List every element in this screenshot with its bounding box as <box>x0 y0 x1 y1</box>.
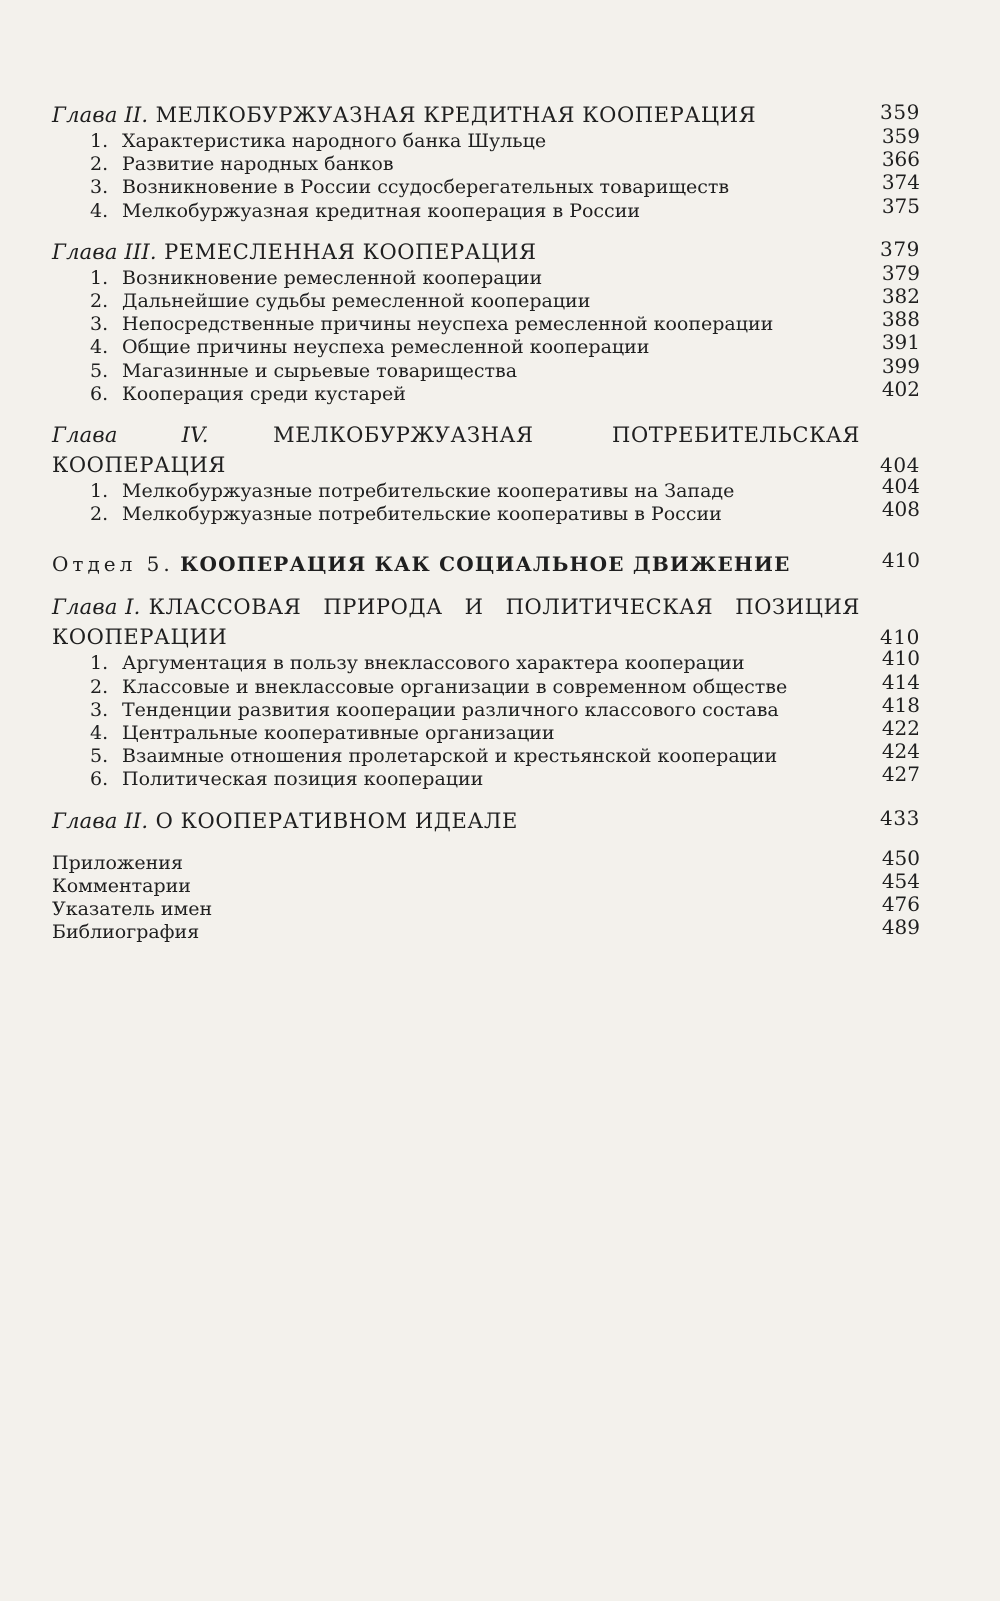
chapter-label: Глава II. <box>52 103 149 127</box>
toc-appendix <box>52 868 920 898</box>
section-title: Политическая позиция кооперации <box>122 768 484 791</box>
toc-section <box>52 330 920 359</box>
toc-section <box>52 646 920 675</box>
section-number: 3. <box>90 176 109 199</box>
section-title: Развитие народных банков <box>122 153 394 176</box>
section-number: 2. <box>90 503 109 526</box>
page-number: 410 <box>881 548 920 573</box>
section-number: 4. <box>90 722 109 745</box>
chapter-title: МЕЛКОБУРЖУАЗНАЯ ПОТРЕБИТЕЛЬСКАЯ КООПЕРАЦИЯ <box>52 423 860 478</box>
chapter-label: Глава II. <box>52 808 149 833</box>
page-number: 391 <box>881 330 920 355</box>
page-number: 476 <box>881 891 920 916</box>
chapter-title: РЕМЕСЛЕННАЯ КООПЕРАЦИЯ <box>164 239 537 264</box>
page-number: 418 <box>881 692 920 717</box>
section-title: Дальнейшие судьбы ремесленной кооперации <box>122 290 591 313</box>
section-number: 2. <box>90 675 109 698</box>
page-number: 410 <box>880 625 920 650</box>
page-number: 399 <box>881 353 920 378</box>
chapter-label: Глава IV. <box>52 423 209 448</box>
toc-appendix <box>52 845 920 875</box>
section-title: Тенденции развития кооперации различного классового состава <box>122 698 779 721</box>
toc-chapter <box>52 100 920 130</box>
section-title: Возникновение в России ссудосберегательных товариществ <box>122 176 730 199</box>
toc-section <box>52 193 920 223</box>
appendix-title: Библиография <box>52 920 200 943</box>
chapter-title: МЕЛКОБУРЖУАЗНАЯ КРЕДИТНАЯ КООПЕРАЦИЯ <box>155 103 757 127</box>
section-number: 5. <box>90 745 109 768</box>
page-number: 404 <box>881 474 920 499</box>
page-number: 408 <box>881 497 920 522</box>
page-number: 450 <box>881 845 920 870</box>
page-number: 379 <box>881 260 920 285</box>
toc-chapter <box>52 237 920 267</box>
section-number: 3. <box>90 698 109 721</box>
toc-section <box>52 307 920 336</box>
page-number: 359 <box>880 100 920 124</box>
page-number: 379 <box>880 236 920 261</box>
toc-section <box>52 260 920 290</box>
section-title: Возникновение ремесленной кооперации <box>122 266 543 289</box>
toc-appendix <box>52 914 920 944</box>
toc-section <box>52 124 920 153</box>
section-number: 3. <box>90 313 109 336</box>
section-title: Центральные кооперативные организации <box>122 722 555 745</box>
section-title: Классовые и внеклассовые организации в современном обществе <box>122 675 788 698</box>
toc-section <box>52 147 920 176</box>
section-title: Мелкобуржуазные потребительские кооперативы на Западе <box>122 480 735 503</box>
page-number: 375 <box>881 193 920 218</box>
section-title: Характеристика народного банка Шульце <box>122 130 547 152</box>
section-number: 4. <box>90 199 109 222</box>
toc-section <box>52 762 920 791</box>
toc-section <box>52 497 920 526</box>
chapter-title: О КООПЕРАТИВНОМ ИДЕАЛЕ <box>155 808 518 833</box>
section-title: Мелкобуржуазные потребительские кооперативы в России <box>122 503 722 526</box>
toc-section <box>52 669 920 699</box>
page-number: 366 <box>881 147 920 172</box>
toc-section <box>52 284 920 313</box>
page-number: 414 <box>881 669 920 694</box>
section-title: Взаимные отношения пролетарской и крестьянской кооперации <box>122 745 778 768</box>
page-number: 402 <box>881 376 920 401</box>
page-number: 410 <box>881 646 920 671</box>
page-number: 427 <box>881 762 920 787</box>
department-label: Отдел 5. <box>52 552 174 577</box>
page-number: 489 <box>881 914 920 939</box>
section-number: 1. <box>90 130 109 152</box>
section-number: 1. <box>90 480 109 503</box>
section-title: Мелкобуржуазная кредитная кооперация в России <box>122 199 641 222</box>
table-of-contents <box>52 100 920 944</box>
chapter-title: КЛАССОВАЯ ПРИРОДА И ПОЛИТИЧЕСКАЯ ПОЗИЦИЯ КООПЕРАЦИИ <box>52 595 860 650</box>
toc-section <box>52 692 920 722</box>
chapter-label: Глава III. <box>52 239 157 264</box>
page-number: 374 <box>881 170 920 195</box>
section-number: 2. <box>90 153 109 176</box>
page-number: 359 <box>881 124 920 148</box>
section-number: 1. <box>90 266 109 289</box>
toc-section <box>52 170 920 199</box>
page-number: 388 <box>881 307 920 332</box>
section-number: 4. <box>90 336 109 359</box>
section-title: Аргументация в пользу внеклассового характера кооперации <box>122 652 745 675</box>
section-number: 2. <box>90 290 109 313</box>
page-number: 454 <box>881 868 920 893</box>
appendix-title: Комментарии <box>52 874 191 897</box>
toc-section <box>52 474 920 503</box>
page-number: 433 <box>880 805 920 830</box>
section-title: Непосредственные причины неуспеха ремесленной кооперации <box>122 313 774 336</box>
section-title: Кооперация среди кустарей <box>122 382 406 405</box>
page-number: 404 <box>880 453 920 478</box>
section-title: Магазинные и сырьевые товарищества <box>122 359 518 382</box>
toc-appendix <box>52 891 920 921</box>
appendix-title: Приложения <box>52 851 183 874</box>
toc-department <box>52 550 920 578</box>
section-title: Общие причины неуспеха ремесленной кооперации <box>122 336 650 359</box>
section-number: 5. <box>90 359 109 382</box>
toc-section <box>52 739 920 768</box>
toc-chapter <box>52 420 920 480</box>
toc-chapter <box>52 592 920 652</box>
page-number: 424 <box>881 739 920 764</box>
page-number: 422 <box>881 716 920 741</box>
toc-section <box>52 353 920 383</box>
page-number: 382 <box>881 284 920 309</box>
appendix-title: Указатель имен <box>52 897 213 920</box>
section-number: 1. <box>90 652 109 675</box>
toc-section <box>52 716 920 745</box>
section-number: 6. <box>90 768 109 791</box>
section-number: 6. <box>90 382 109 405</box>
department-title: КООПЕРАЦИЯ КАК СОЦИАЛЬНОЕ ДВИЖЕНИЕ <box>180 552 791 577</box>
toc-section <box>52 376 920 406</box>
chapter-label: Глава I. <box>52 595 141 620</box>
toc-chapter <box>52 806 920 836</box>
